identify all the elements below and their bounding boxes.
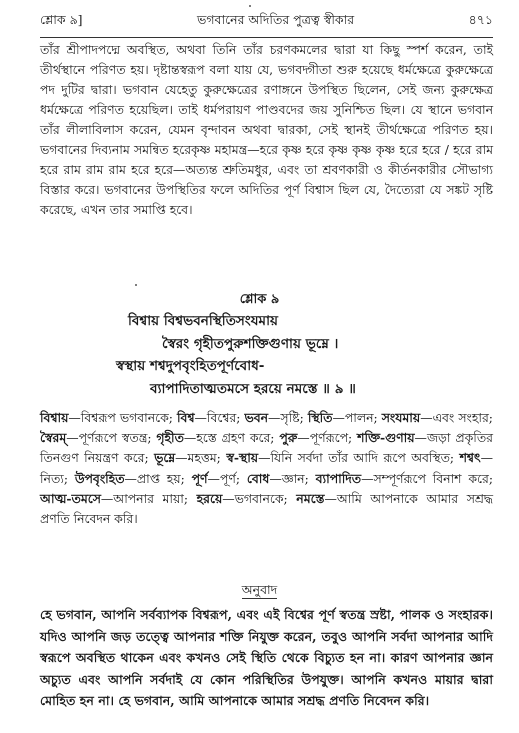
- synonym-meaning: নিত্য;: [40, 470, 69, 486]
- synonyms-text: বিশ্বায়—বিশ্বরূপ ভগবানকে; বিশ্ব—বিশ্বের; ভবন—সৃষ্টি; স্থিতি—পালন; সংযমায়—এবং সংহার; স্বৈরম্—পূর্ণরূপে স্বতন্ত্র; গৃহীত—হস্তে গ্রহণ করে; পুরু—পূর্ণরূপে; শক্তি-গুণায়—জড়া প্রকৃতির তিনগুণ নিয়ন্ত্রণ করে; ভূম্নে—মহত্তম; স্ব-স্থায়—যিনি সর্বদা তাঁর আদি রূপে অবস্থিত; শশ্বৎ—নিত্য; উপবৃংহিত—প্রাপ্ত হয়; পূর্ণ—পূর্ণ; বোধ—জ্ঞান; ব্যাপাদিত—সম্পূর্ণরূপে বিনাশ করে; আত্ম-তমসে—আপনার মায়া; হরয়ে—ভগবানকে; নমস্তে—আমি আপনাকে আমার সশ্রদ্ধ প্রণতি নিবেদন করি।: [40, 410, 493, 527]
- synonym-meaning: হস্তে গ্রহণ করে;: [196, 430, 275, 446]
- synonym-meaning: প্রাপ্ত হয়;: [136, 470, 185, 486]
- page-number: ৪৭১: [468, 12, 493, 27]
- verse-line: স্বৈরং গৃহীতপুরুশক্তিগুণায় ভূম্নে ।: [162, 335, 339, 352]
- print-speck: [135, 284, 137, 286]
- synonym-term: গৃহীত: [156, 430, 184, 446]
- translation-paragraph: [40, 604, 493, 712]
- synonym-meaning: আমি আপনাকে আমার সশ্রদ্ধ প্রণতি নিবেদন করি।: [40, 490, 493, 527]
- synonym-meaning: এবং সংহার;: [432, 410, 493, 425]
- synonym-meaning: জড়া প্রকৃতির তিনগুণ নিয়ন্ত্রণ করে;: [40, 430, 493, 466]
- verse-line: ব্যাপাদিতাত্মতমসে হরয়ে নমস্তে ॥ ৯ ॥: [150, 380, 356, 397]
- running-header: [40, 12, 493, 32]
- synonym-term: আত্ম-তমসে: [40, 490, 101, 506]
- synonym-meaning: সম্পূর্ণরূপে বিনাশ করে;: [373, 470, 493, 486]
- synonym-term: বোধ: [246, 470, 270, 486]
- synonym-term: শশ্বৎ: [459, 450, 481, 466]
- header-chapter-title: ভগবানের অদিতির পুত্রত্ব স্বীকার: [197, 12, 355, 27]
- synonym-term: হরয়ে: [196, 490, 223, 506]
- synonym-meaning: বিশ্বের;: [206, 410, 241, 425]
- synonym-term: সংযমায়: [381, 410, 421, 425]
- synonym-term: শক্তি-গুণায়: [357, 430, 415, 446]
- header-rule: [40, 37, 493, 38]
- synonym-term: স্বৈরম্: [40, 430, 67, 446]
- print-speck: [249, 5, 251, 7]
- purport-paragraph: [40, 40, 493, 220]
- synonyms-paragraph: [40, 408, 493, 529]
- synonym-meaning: জ্ঞান;: [281, 470, 309, 486]
- verse-line: স্বস্থায় শশ্বদুপবৃংহিতপূর্ণবোধ-: [116, 358, 265, 374]
- synonym-term: পুরু: [279, 430, 298, 446]
- synonym-meaning: আপনার মায়া;: [113, 490, 189, 506]
- purport-text: তাঁর শ্রীপাদপদ্মে অবস্থিত, অথবা তিনি তাঁর চরণকমলের দ্বারা যা কিছু স্পর্শ করেন, তাই তীর্থস্থানে পরিণত হয়। দৃষ্টান্তস্বরূপ বলা যায় যে, ভগবদ্গীতা শুরু হয়েছে ধর্মক্ষেত্রে কুরুক্ষেত্রে পদ দুটির দ্বারা। ভগবান যেহেতু কুরুক্ষেত্রের রণাঙ্গনে উপস্থিত ছিলেন, সেই জন্য কুরুক্ষেত্র ধর্মক্ষেত্রে পরিণত হয়েছিল। তাই ধর্মপরায়ণ পাণ্ডবদের জয় সুনিশ্চিত ছিল। যে স্থানে ভগবান তাঁর লীলাবিলাস করেন, যেমন বৃন্দাবন অথবা দ্বারকা, সেই স্থানই তীর্থক্ষেত্রে পরিণত হয়। ভগবানের দিব্যনাম সমন্বিত হরেকৃষ্ণ মহামন্ত্র—হরে কৃষ্ণ হরে কৃষ্ণ কৃষ্ণ কৃষ্ণ হরে হরে / হরে রাম হরে রাম রাম রাম হরে হরে—অত্যন্ত শ্রুতিমধুর, এবং তা শ্রবণকারী ও কীর্তনকারীর সৌভাগ্য বিস্তার করে। ভগবানের উপস্থিতির ফলে অদিতির পূর্ণ বিশ্বাস ছিল যে, দৈত্যেরা যে সঙ্কট সৃষ্টি করেছে, এখন তার সমাপ্তি হবে।: [40, 42, 493, 217]
- synonym-term: পূর্ণ: [191, 470, 208, 486]
- header-verse-ref: শ্লোক ৯]: [40, 12, 83, 27]
- synonym-meaning: পূর্ণরূপে স্বতন্ত্র;: [78, 430, 152, 446]
- synonym-meaning: পূর্ণ;: [219, 470, 241, 486]
- synonym-term: ভূম্নে: [154, 450, 176, 466]
- verse-line: বিশ্বায় বিশ্বভবনস্থিতিসংযমায়: [128, 313, 279, 329]
- synonym-term: ব্যাপাদিত: [315, 470, 362, 486]
- synonym-term: স্ব-স্থায়: [226, 450, 259, 466]
- translation-heading: [0, 582, 519, 602]
- synonym-term: উপবৃংহিত: [74, 470, 125, 486]
- synonym-meaning: পূর্ণরূপে;: [309, 430, 353, 446]
- synonym-meaning: সৃষ্টি;: [280, 410, 304, 425]
- synonym-meaning: পালন;: [344, 410, 378, 425]
- synonym-meaning: ভগবানকে;: [234, 490, 288, 506]
- synonym-term: নমস্তে: [296, 490, 325, 506]
- synonym-term: বিশ্ব: [177, 410, 195, 425]
- verse-heading: শ্লোক ৯: [239, 292, 280, 307]
- sanskrit-verse: [40, 310, 493, 400]
- translation-heading-text: অনুবাদ: [241, 582, 278, 597]
- synonym-term: স্থিতি: [307, 410, 333, 425]
- synonym-meaning: যিনি সর্বদা তাঁর আদি রূপে অবস্থিত;: [270, 450, 455, 466]
- synonym-meaning: মহত্তম;: [187, 450, 221, 466]
- translation-text: হে ভগবান, আপনি সর্বব্যাপক বিশ্বরূপ, এবং এই বিশ্বের পূর্ণ স্বতন্ত্র স্রষ্টা, পালক ও সংহারক। যদিও আপনি জড় তত্ত্বে আপনার শক্তি নিযুক্ত করেন, তবুও আপনি সর্বদা আপনার আদি স্বরূপে অবস্থিত থাকেন এবং কখনও সেই স্থিতি থেকে বিচ্যুত হন না। কারণ আপনার জ্ঞান অচ্যুত এবং আপনি সর্বদাই যে কোন পরিস্থিতির উপযুক্ত। আপনি কখনও মায়ার দ্বারা মোহিত হন না। হে ভগবান, আমি আপনাকে আমার সশ্রদ্ধ প্রণতি নিবেদন করি।: [40, 607, 493, 708]
- synonym-meaning: বিশ্বরূপ ভগবানকে;: [80, 410, 173, 425]
- synonym-term: বিশ্বায়: [40, 410, 69, 425]
- synonym-term: ভবন: [244, 410, 269, 425]
